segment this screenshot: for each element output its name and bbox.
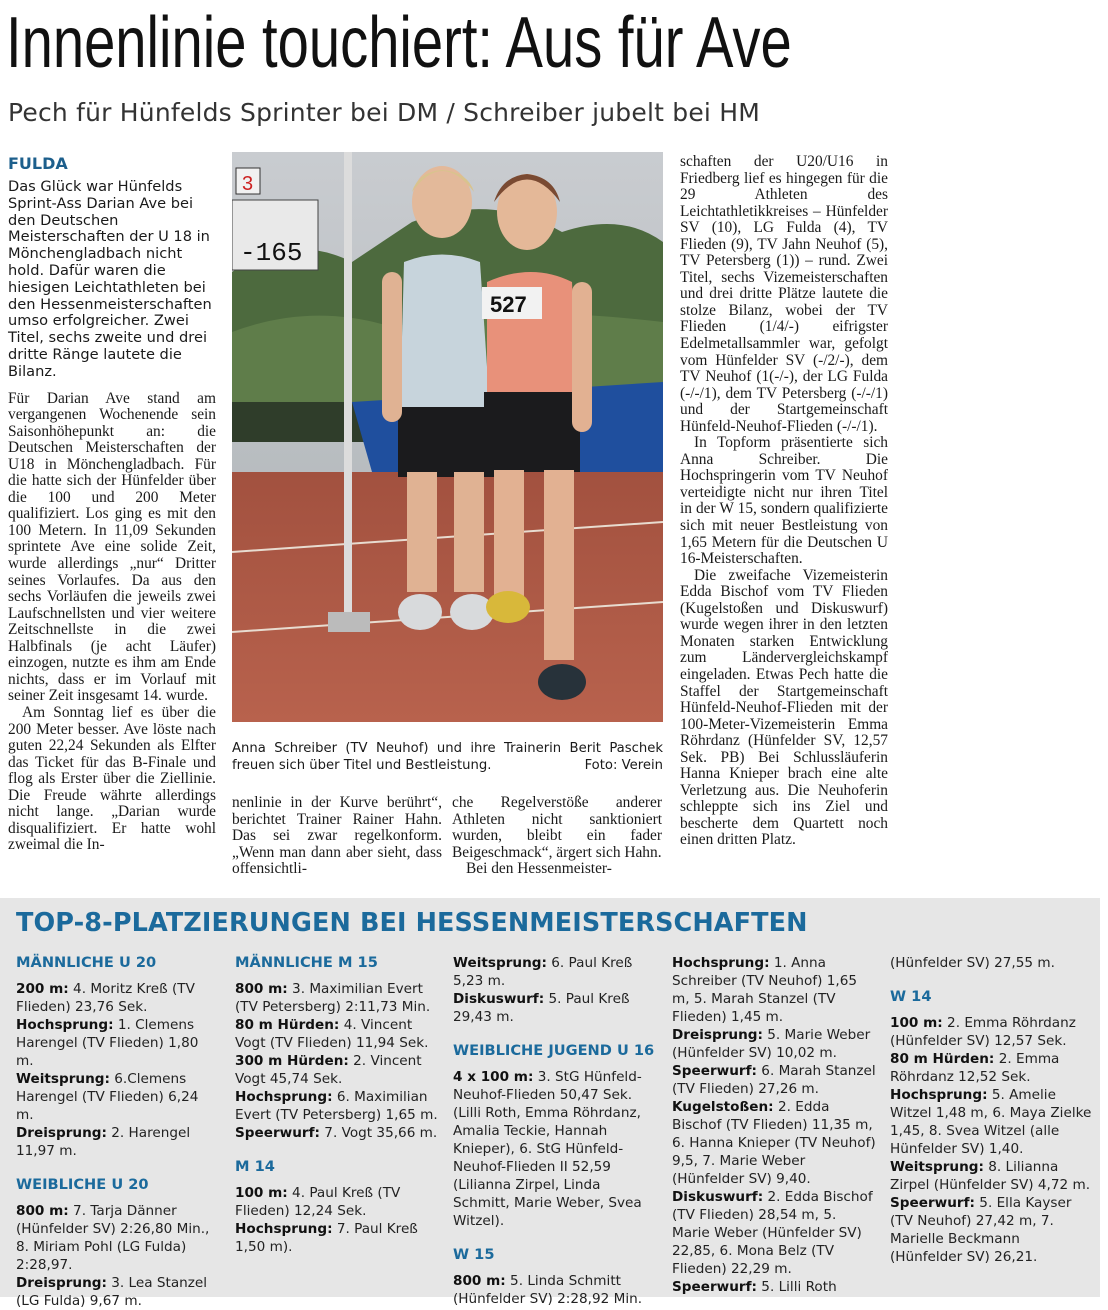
result-text: 4. Paul Kreß (TV Flieden) 12,24 Sek. (235, 1185, 401, 1219)
result-text: 5. Amelie Witzel 1,48 m, 6. Maya Zielke 1,45, 8. Svea Witzel (alle Hünfelder SV) 1,40. (890, 1087, 1092, 1157)
results-category-heading: W 14 (890, 988, 932, 1005)
article-body-middle-2 (452, 795, 662, 878)
paragraph: Bei den Hessenmeister- (466, 860, 612, 878)
event-label: Weitsprung: (890, 1159, 984, 1175)
headline: Innenlinie touchiert: Aus für Ave (6, 3, 792, 83)
result-entry (235, 1088, 439, 1124)
result-text: 6. Marah Stanzel (TV Flieden) 27,26 m. (672, 1063, 876, 1097)
subtitle: Pech für Hünfelds Sprinter bei DM / Schreiber jubelt bei HM (8, 98, 760, 127)
paragraph: schaften der U20/U16 in Friedberg lief es hingegen für die 29 Athleten des Leichtathletikkreises – Hünfelder SV (10), LG Fulda (4), TV Flieden (9), TV Jahn Neuhof (5), TV Petersberg (1)) – rund. Zwei Titel, sechs Vizemeisterschaften und drei dritte Plätze lautete die stolze Bilanz, wobei der TV Flieden (1/4/-) eifrigster Edelmetallsammler war, gefolgt vom Hünfelder SV (-/2/-), dem TV Neuhof (1(-/-), der LG Fulda (-/-/1), dem TV Petersberg (-/-/1) und der Startgemeinschaft Hünfeld-Neuhof-Flieden (-/-/1). (680, 153, 888, 435)
event-label: 800 m: (16, 1203, 69, 1219)
result-entry (890, 1194, 1094, 1266)
results-category-heading: MÄNNLICHE M 15 (235, 954, 378, 971)
paragraph: In Topform präsentierte sich Anna Schreiber. Die Hochspringerin vom TV Neuhof verteidigte nicht nur ihren Titel in der W 15, sondern qualifizierte sich mit neuer Bestleistung von 1,65 Metern für die Deutschen U 16-Meisterschaften. (680, 434, 888, 568)
results-box-title: TOP-8-PLATZIERUNGEN BEI HESSENMEISTERSCHAFTEN (16, 908, 808, 938)
result-text: 5. Lilli Roth (756, 1279, 837, 1295)
lead-paragraph: Das Glück war Hünfelds Sprint-Ass Darian Ave bei den Deutschen Meisterschaften der U 18 in Mönchengladbach nicht hold. Dafür waren die hiesigen Leichtathleten bei den Hessenmeisterschaften umso erfolgreicher. Zwei Titel, sechs zweite und drei dritte Ränge lautete die Bilanz. (8, 178, 212, 380)
board-height: -165 (240, 238, 303, 268)
event-label: 800 m: (453, 1273, 506, 1289)
result-entry (235, 1220, 439, 1256)
result-text: 1. Clemens Harengel (TV Flieden) 1,80 m. (16, 1017, 199, 1069)
result-entry (453, 954, 657, 990)
event-label: Dreisprung: (16, 1125, 107, 1141)
result-entry (235, 1016, 439, 1052)
bib-number: 527 (490, 292, 527, 317)
left-column (8, 154, 216, 854)
result-text: 4. Moritz Kreß (TV Flieden) 23,76 Sek. (16, 981, 195, 1015)
result-entry (890, 954, 1094, 972)
event-label: Diskuswurf: (453, 991, 545, 1007)
result-text: 2. Edda Bischof (TV Flieden) 11,35 m, 6. Hanna Knieper (TV Neuhof) 9,5, 7. Marie Weber (Hünfelder SV) 9,40. (672, 1099, 876, 1187)
result-text: (Hünfelder SV) 27,55 m. (890, 955, 1055, 971)
article-body-left (8, 391, 216, 854)
result-text: 2. Emma Röhrdanz (Hünfelder SV) 12,57 Sek. (890, 1015, 1076, 1049)
photo-credit: Foto: Verein (584, 758, 663, 773)
result-entry (672, 954, 876, 1026)
event-label: 80 m Hürden: (235, 1017, 340, 1033)
event-label: Hochsprung: (235, 1221, 333, 1237)
result-text: 2. Harengel 11,97 m. (16, 1125, 191, 1159)
result-text: 2. Emma Röhrdanz 12,52 Sek. (890, 1051, 1060, 1085)
results-category-heading: MÄNNLICHE U 20 (16, 954, 157, 971)
result-entry (890, 1050, 1094, 1086)
athletes-photo-image (232, 152, 663, 722)
board-number: 3 (242, 173, 254, 195)
results-category-heading: WEIBLICHE JUGEND U 16 (453, 1042, 655, 1059)
result-text: 2. Vincent Vogt 45,74 Sek. (235, 1053, 422, 1087)
photo-caption (232, 740, 663, 774)
event-label: Speerwurf: (672, 1279, 757, 1295)
result-text: 6. Paul Kreß 5,23 m. (453, 955, 633, 989)
event-label: Hochsprung: (16, 1017, 114, 1033)
paragraph: Die zweifache Vizemeisterin Edda Bischof vom TV Flieden (Kugelstoßen und Diskuswurf) wurde wegen ihrer in den letzten Monaten starken Entwicklung zum Ländervergleichskampf eingeladen. Etwas Pech hatte die Staffel der Startgemeinschaft Hünfeld-Neuhof-Flieden mit der 100-Meter-Vizemeisterin Emma Röhrdanz (Hünfelder SV, 12,57 Sek. PB) Bei Schlussläuferin Hanna Knieper brach eine alte Verletzung aus. Die Neuhoferin schleppte sich ins Ziel und bescherte dem Quartett noch einen dritten Platz. (680, 566, 888, 849)
article-photo (232, 152, 663, 722)
result-entry (453, 1272, 657, 1308)
result-text: 3. Lea Stanzel (LG Fulda) 9,67 m. (16, 1275, 208, 1309)
result-entry (16, 1274, 220, 1310)
result-entry (16, 1070, 220, 1124)
caption-text: Anna Schreiber (TV Neuhof) und ihre Trainerin Berit Paschek freuen sich über Titel und Bestleistung. (232, 741, 663, 773)
paragraph: Am Sonntag lief es über die 200 Meter besser. Ave löste nach guten 22,24 Sekunden als Elfter das Ticket für das B-Finale und flog als Erster über die Ziellinie. Die Freude währte allerdings nicht lange. „Darian wurde disqualifiziert. Er hatte wohl zweimal die In- (8, 703, 216, 854)
event-label: 300 m Hürden: (235, 1053, 349, 1069)
event-label: Diskuswurf: (672, 1189, 764, 1205)
result-entry (453, 990, 657, 1026)
result-entry (235, 980, 439, 1016)
result-text: 7. Paul Kreß 1,50 m). (235, 1221, 418, 1255)
paragraph: nenlinie in der Kurve berührt“, berichtet Trainer Rainer Hahn. Das sei zwar regelkonform. „Wenn man dann aber sieht, dass offensichtli- (232, 794, 442, 878)
result-entry (890, 1014, 1094, 1050)
event-label: Weitsprung: (16, 1071, 110, 1087)
result-text: 8. Lilianna Zirpel (Hünfelder SV) 4,72 m. (890, 1159, 1091, 1193)
results-column (235, 954, 439, 1256)
result-entry (16, 1016, 220, 1070)
paragraph: che Regelverstöße anderer Athleten nicht sanktioniert wurden, bleibt ein fader Beigeschmack“, ärgert sich Hahn. (452, 794, 662, 861)
results-column (453, 954, 657, 1308)
result-entry (16, 980, 220, 1016)
result-entry (672, 1098, 876, 1188)
article-body-right (680, 154, 888, 849)
result-entry (672, 1062, 876, 1098)
result-text: 5. Marie Weber (Hünfelder SV) 10,02 m. (672, 1027, 871, 1061)
event-label: Kugelstoßen: (672, 1099, 774, 1115)
result-text: 4. Vincent Vogt (TV Flieden) 11,94 Sek. (235, 1017, 429, 1051)
event-label: Dreisprung: (672, 1027, 763, 1043)
dateline: FULDA (8, 154, 68, 173)
result-text: 1. Anna Schreiber (TV Neuhof) 1,65 m, 5. Marah Stanzel (TV Flieden) 1,45 m. (672, 955, 858, 1025)
event-label: Speerwurf: (235, 1125, 320, 1141)
event-label: Hochsprung: (672, 955, 770, 971)
results-column (672, 954, 876, 1296)
result-entry (672, 1278, 876, 1296)
result-text: 6. Maximilian Evert (TV Petersberg) 1,65 m. (235, 1089, 438, 1123)
result-text: 5. Ella Kayser (TV Neuhof) 27,42 m, 7. Marielle Beckmann (Hünfelder SV) 26,21. (890, 1195, 1072, 1265)
result-entry (235, 1052, 439, 1088)
event-label: 100 m: (890, 1015, 943, 1031)
result-text: 5. Linda Schmitt (Hünfelder SV) 2:28,92 Min. (453, 1273, 643, 1307)
event-label: 200 m: (16, 981, 69, 997)
result-text: 3. Maximilian Evert (TV Petersberg) 2:11,73 Min. (235, 981, 431, 1015)
result-entry (235, 1124, 439, 1142)
event-label: 80 m Hürden: (890, 1051, 995, 1067)
result-text: 3. StG Hünfeld-Neuhof-Flieden 50,47 Sek. (Lilli Roth, Emma Röhrdanz, Amalia Teckie, Hannah Knieper), 6. StG Hünfeld-Neuhof-Flieden II 52,59 (Lilianna Zirpel, Linda Schmitt, Marie Weber, Svea Witzel). (453, 1069, 642, 1229)
result-entry (890, 1086, 1094, 1158)
result-entry (672, 1026, 876, 1062)
result-entry (890, 1158, 1094, 1194)
result-entry (672, 1188, 876, 1278)
result-text: 7. Vogt 35,66 m. (319, 1125, 438, 1141)
results-box (0, 898, 1100, 1309)
paragraph: Für Darian Ave stand am vergangenen Wochenende sein Saisonhöhepunkt an: die Deutschen Meisterschaften der U18 in Mönchengladbach. Für die hatte sich der Hünfelder über die 100 und 200 Meter qualifiziert. Los ging es mit den 100 Metern. In 11,09 Sekunden sprintete Ave eine solide Zeit, wurde allerdings „nur“ Dritter seines Vorlaufes. Da aus den sechs Vorläufen die jeweils zwei Laufschnellsten und vier weitere Zeitschnellste in die zwei Halbfinals (je acht Läufer) einzogen, nutzte es ihm am Ende nichts, dass er im Vorlauf mit seiner Zeit insgesamt 14. wurde. (8, 389, 216, 705)
event-label: Hochsprung: (890, 1087, 988, 1103)
event-label: 4 x 100 m: (453, 1069, 534, 1085)
result-text: 2. Edda Bischof (TV Flieden) 28,54 m, 5. Marie Weber (Hünfelder SV) 22,85, 6. Mona Belz (TV Flieden) 22,29 m. (672, 1189, 873, 1277)
event-label: 800 m: (235, 981, 288, 997)
event-label: Speerwurf: (672, 1063, 757, 1079)
results-category-heading: W 15 (453, 1246, 495, 1263)
result-entry (235, 1184, 439, 1220)
result-entry (16, 1124, 220, 1160)
result-entry (16, 1202, 220, 1274)
event-label: Dreisprung: (16, 1275, 107, 1291)
result-text: 5. Paul Kreß 29,43 m. (453, 991, 630, 1025)
event-label: Speerwurf: (890, 1195, 975, 1211)
article-body-middle-1 (232, 795, 442, 878)
result-text: 6.Clemens Harengel (TV Flieden) 6,24 m. (16, 1071, 199, 1123)
results-column (890, 954, 1094, 1266)
event-label: Hochsprung: (235, 1089, 333, 1105)
results-column (16, 954, 220, 1310)
event-label: 100 m: (235, 1185, 288, 1201)
event-label: Weitsprung: (453, 955, 547, 971)
result-entry (453, 1068, 657, 1230)
results-category-heading: WEIBLICHE U 20 (16, 1176, 149, 1193)
result-text: 7. Tarja Dänner (Hünfelder SV) 2:26,80 Min., 8. Miriam Pohl (LG Fulda) 2:28,97. (16, 1203, 210, 1273)
results-category-heading: M 14 (235, 1158, 275, 1175)
